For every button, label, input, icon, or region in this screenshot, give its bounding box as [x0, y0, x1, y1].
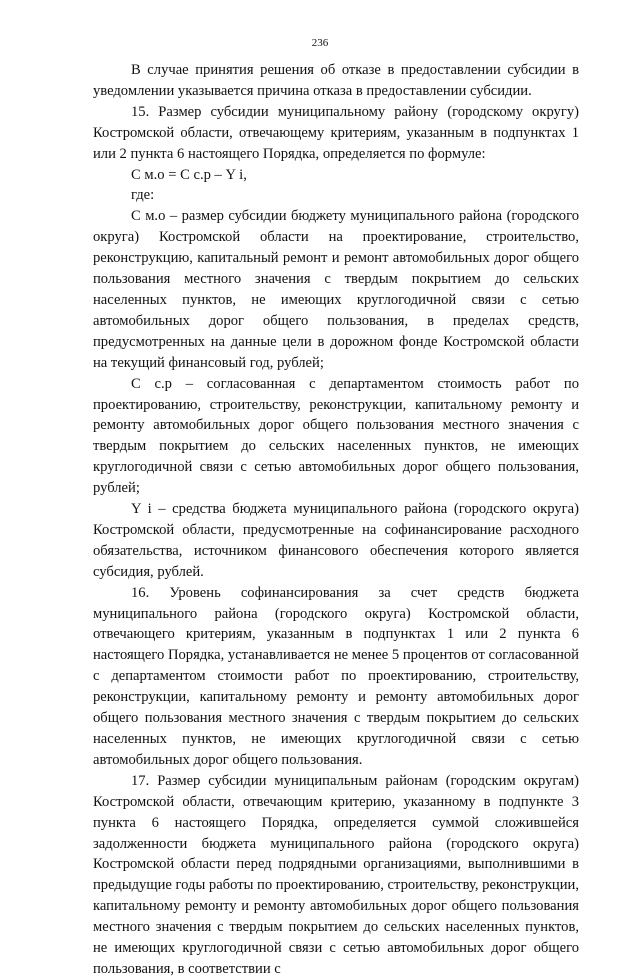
formula: С м.о = С с.р – Y i, [131, 166, 247, 183]
formula-where: где: [131, 187, 155, 204]
paragraph-16: 16. Уровень софинансирования за счет средств бюджета муниципального района (городского округа) Костромской области, отвечающего критериям, указанным в подпунктах 1 или 2 пункта 6 настоящего Порядка, устанавливается не менее 5 процентов от согласованной с департаментом стоимости работ по проектированию, строительству, реконструкции, капитальному ремонту и ремонту автомобильных дорог общего пользования местного значения с твердым покрытием до сельских населенных пунктов, не имеющих круглогодичной связи с сетью автомобильных дорог общего пользования. [93, 584, 579, 768]
document-body [93, 60, 579, 980]
definition-s-sr: С с.р – согласованная с департаментом стоимость работ по проектированию, строительству, реконструкции, капитальному ремонту и ремонту автомобильных дорог общего пользования местного значения с твердым покрытием до сельских населенных пунктов, не имеющих круглогодичной связи с сетью автомобильных дорог общего пользования, рублей; [93, 375, 579, 497]
definition-s-mo: С м.о – размер субсидии бюджету муниципального района (городского округа) Костромской области на проектирование, строительство, реконструкцию, капитальный ремонт и ремонт автомобильных дорог общего пользования местного значения с твердым покрытием до сельских населенных пунктов, не имеющих круглогодичной связи с сетью автомобильных дорог общего пользования, в пределах средств, предусмотренных на данные цели в дорожном фонде Костромской области на текущий финансовый год, рублей; [93, 208, 579, 371]
paragraph-15: 15. Размер субсидии муниципальному району (городскому округу) Костромской области, отвечающему критериям, указанным в подпунктах 1 или 2 пункта 6 настоящего Порядка, определяется по формуле: [93, 103, 579, 162]
page-number: 236 [311, 37, 329, 49]
paragraph-refusal-notice: В случае принятия решения об отказе в предоставлении субсидии в уведомлении указывается причина отказа в предоставлении субсидии. [93, 62, 579, 99]
paragraph-17: 17. Размер субсидии муниципальным районам (городским округам) Костромской области, отвечающим критерию, указанному в подпункте 3 пункта 6 настоящего Порядка, определяется суммой сложившейся задолженности бюджета муниципального района (городского округа) Костромской области перед подрядными организациями, выполнившими в предыдущие годы работы по проектированию, строительству, реконструкции, капитальному ремонту и ремонту автомобильных дорог общего пользования местного значения с твердым покрытием до сельских населенных пунктов, не имеющих круглогодичной связи с сетью автомобильных дорог общего пользования, в соответствии с [93, 772, 579, 977]
definition-y-i: Y i – средства бюджета муниципального района (городского округа) Костромской области, предусмотренные на софинансирование расходного обязательства, источником финансового обеспечения которого является субсидия, рублей. [93, 501, 579, 580]
